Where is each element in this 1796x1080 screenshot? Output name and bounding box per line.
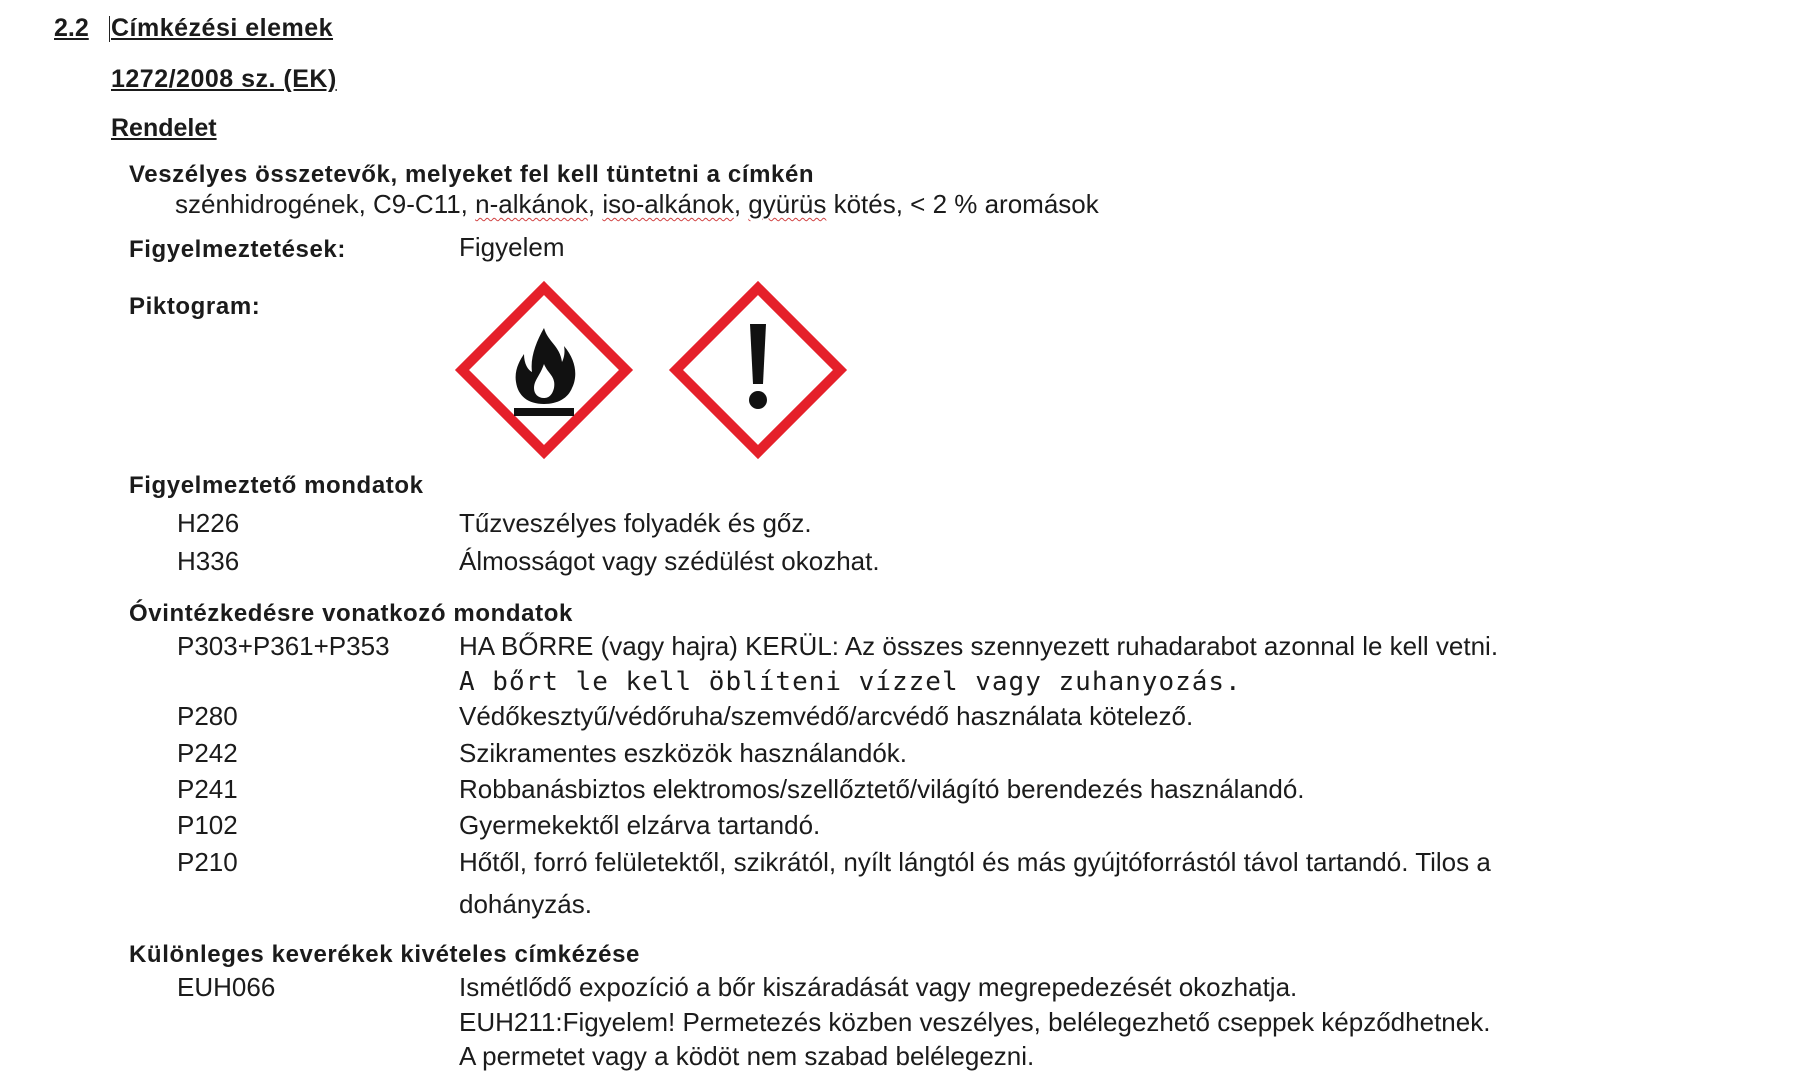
pictogram-label: Piktogram: bbox=[129, 293, 261, 320]
euh211-text: EUH211:Figyelem! Permetezés közben veszélyes, belélegezhető cseppek képződhetnek. bbox=[459, 1007, 1491, 1037]
precaution-code: P242 bbox=[177, 738, 238, 768]
hazard-statements-heading: Figyelmeztető mondatok bbox=[129, 472, 424, 499]
euh-text: Ismétlődő expozíció a bőr kiszáradását vagy megrepedezését okozhatja. bbox=[459, 972, 1298, 1002]
spellcheck-word: iso-alkánok bbox=[602, 189, 734, 219]
signal-word-value: Figyelem bbox=[459, 232, 565, 262]
hazard-text: Tűzveszélyes folyadék és gőz. bbox=[459, 508, 812, 538]
precaution-text: Hőtől, forró felületektől, szikrától, nyílt lángtól és más gyújtóforrástól távol tartandó. Tilos a bbox=[459, 847, 1491, 877]
precaution-text: Védőkesztyű/védőruha/szemvédő/arcvédő használata kötelező. bbox=[459, 701, 1194, 731]
hazardous-components-heading: Veszélyes összetevők, melyeket fel kell tüntetni a címkén bbox=[129, 161, 815, 188]
precaution-text-continued: dohányzás. bbox=[459, 889, 592, 919]
spellcheck-word: n-alkánok bbox=[475, 189, 588, 219]
precaution-text: HA BŐRRE (vagy hajra) KERÜL: Az összes szennyezett ruhadarabot azonnal le kell vetni. bbox=[459, 631, 1499, 661]
euh-code: EUH066 bbox=[177, 972, 276, 1002]
precautionary-statements-heading: Óvintézkedésre vonatkozó mondatok bbox=[129, 600, 573, 627]
precaution-text: Gyermekektől elzárva tartandó. bbox=[459, 810, 821, 840]
exclamation-pictogram-icon bbox=[668, 280, 848, 460]
precaution-code: P280 bbox=[177, 701, 238, 731]
euh211-text-continued: A permetet vagy a ködöt nem szabad belélegezni. bbox=[459, 1041, 1035, 1071]
precaution-code: P241 bbox=[177, 774, 238, 804]
hazard-code: H226 bbox=[177, 508, 240, 538]
regulation-reference: 1272/2008 sz. (EK) bbox=[111, 65, 337, 93]
precaution-text: Szikramentes eszközök használandók. bbox=[459, 738, 908, 768]
precaution-code: P210 bbox=[177, 847, 238, 877]
special-labelling-heading: Különleges keverékek kivételes címkézése bbox=[129, 941, 640, 968]
precaution-code: P303+P361+P353 bbox=[177, 631, 390, 661]
hazardous-components-text: szénhidrogének, C9-C11, n-alkánok, iso-alkánok, gyürüs kötés, < 2 % aromások bbox=[175, 189, 1099, 219]
flame-pictogram-icon bbox=[454, 280, 634, 460]
hazard-code: H336 bbox=[177, 546, 240, 576]
hazard-text: Álmosságot vagy szédülést okozhat. bbox=[459, 546, 880, 576]
section-title: Címkézési elemek bbox=[111, 14, 334, 42]
precaution-text-continued: A bőrt le kell öblíteni vízzel vagy zuhanyozás. bbox=[459, 667, 1242, 697]
signal-word-label: Figyelmeztetések: bbox=[129, 236, 346, 263]
spellcheck-word: gyürüs bbox=[748, 189, 827, 219]
precaution-code: P102 bbox=[177, 810, 238, 840]
precaution-text: Robbanásbiztos elektromos/szellőztető/világító berendezés használandó. bbox=[459, 774, 1305, 804]
regulation-label: Rendelet bbox=[111, 114, 217, 142]
section-number: 2.2 bbox=[54, 14, 89, 42]
